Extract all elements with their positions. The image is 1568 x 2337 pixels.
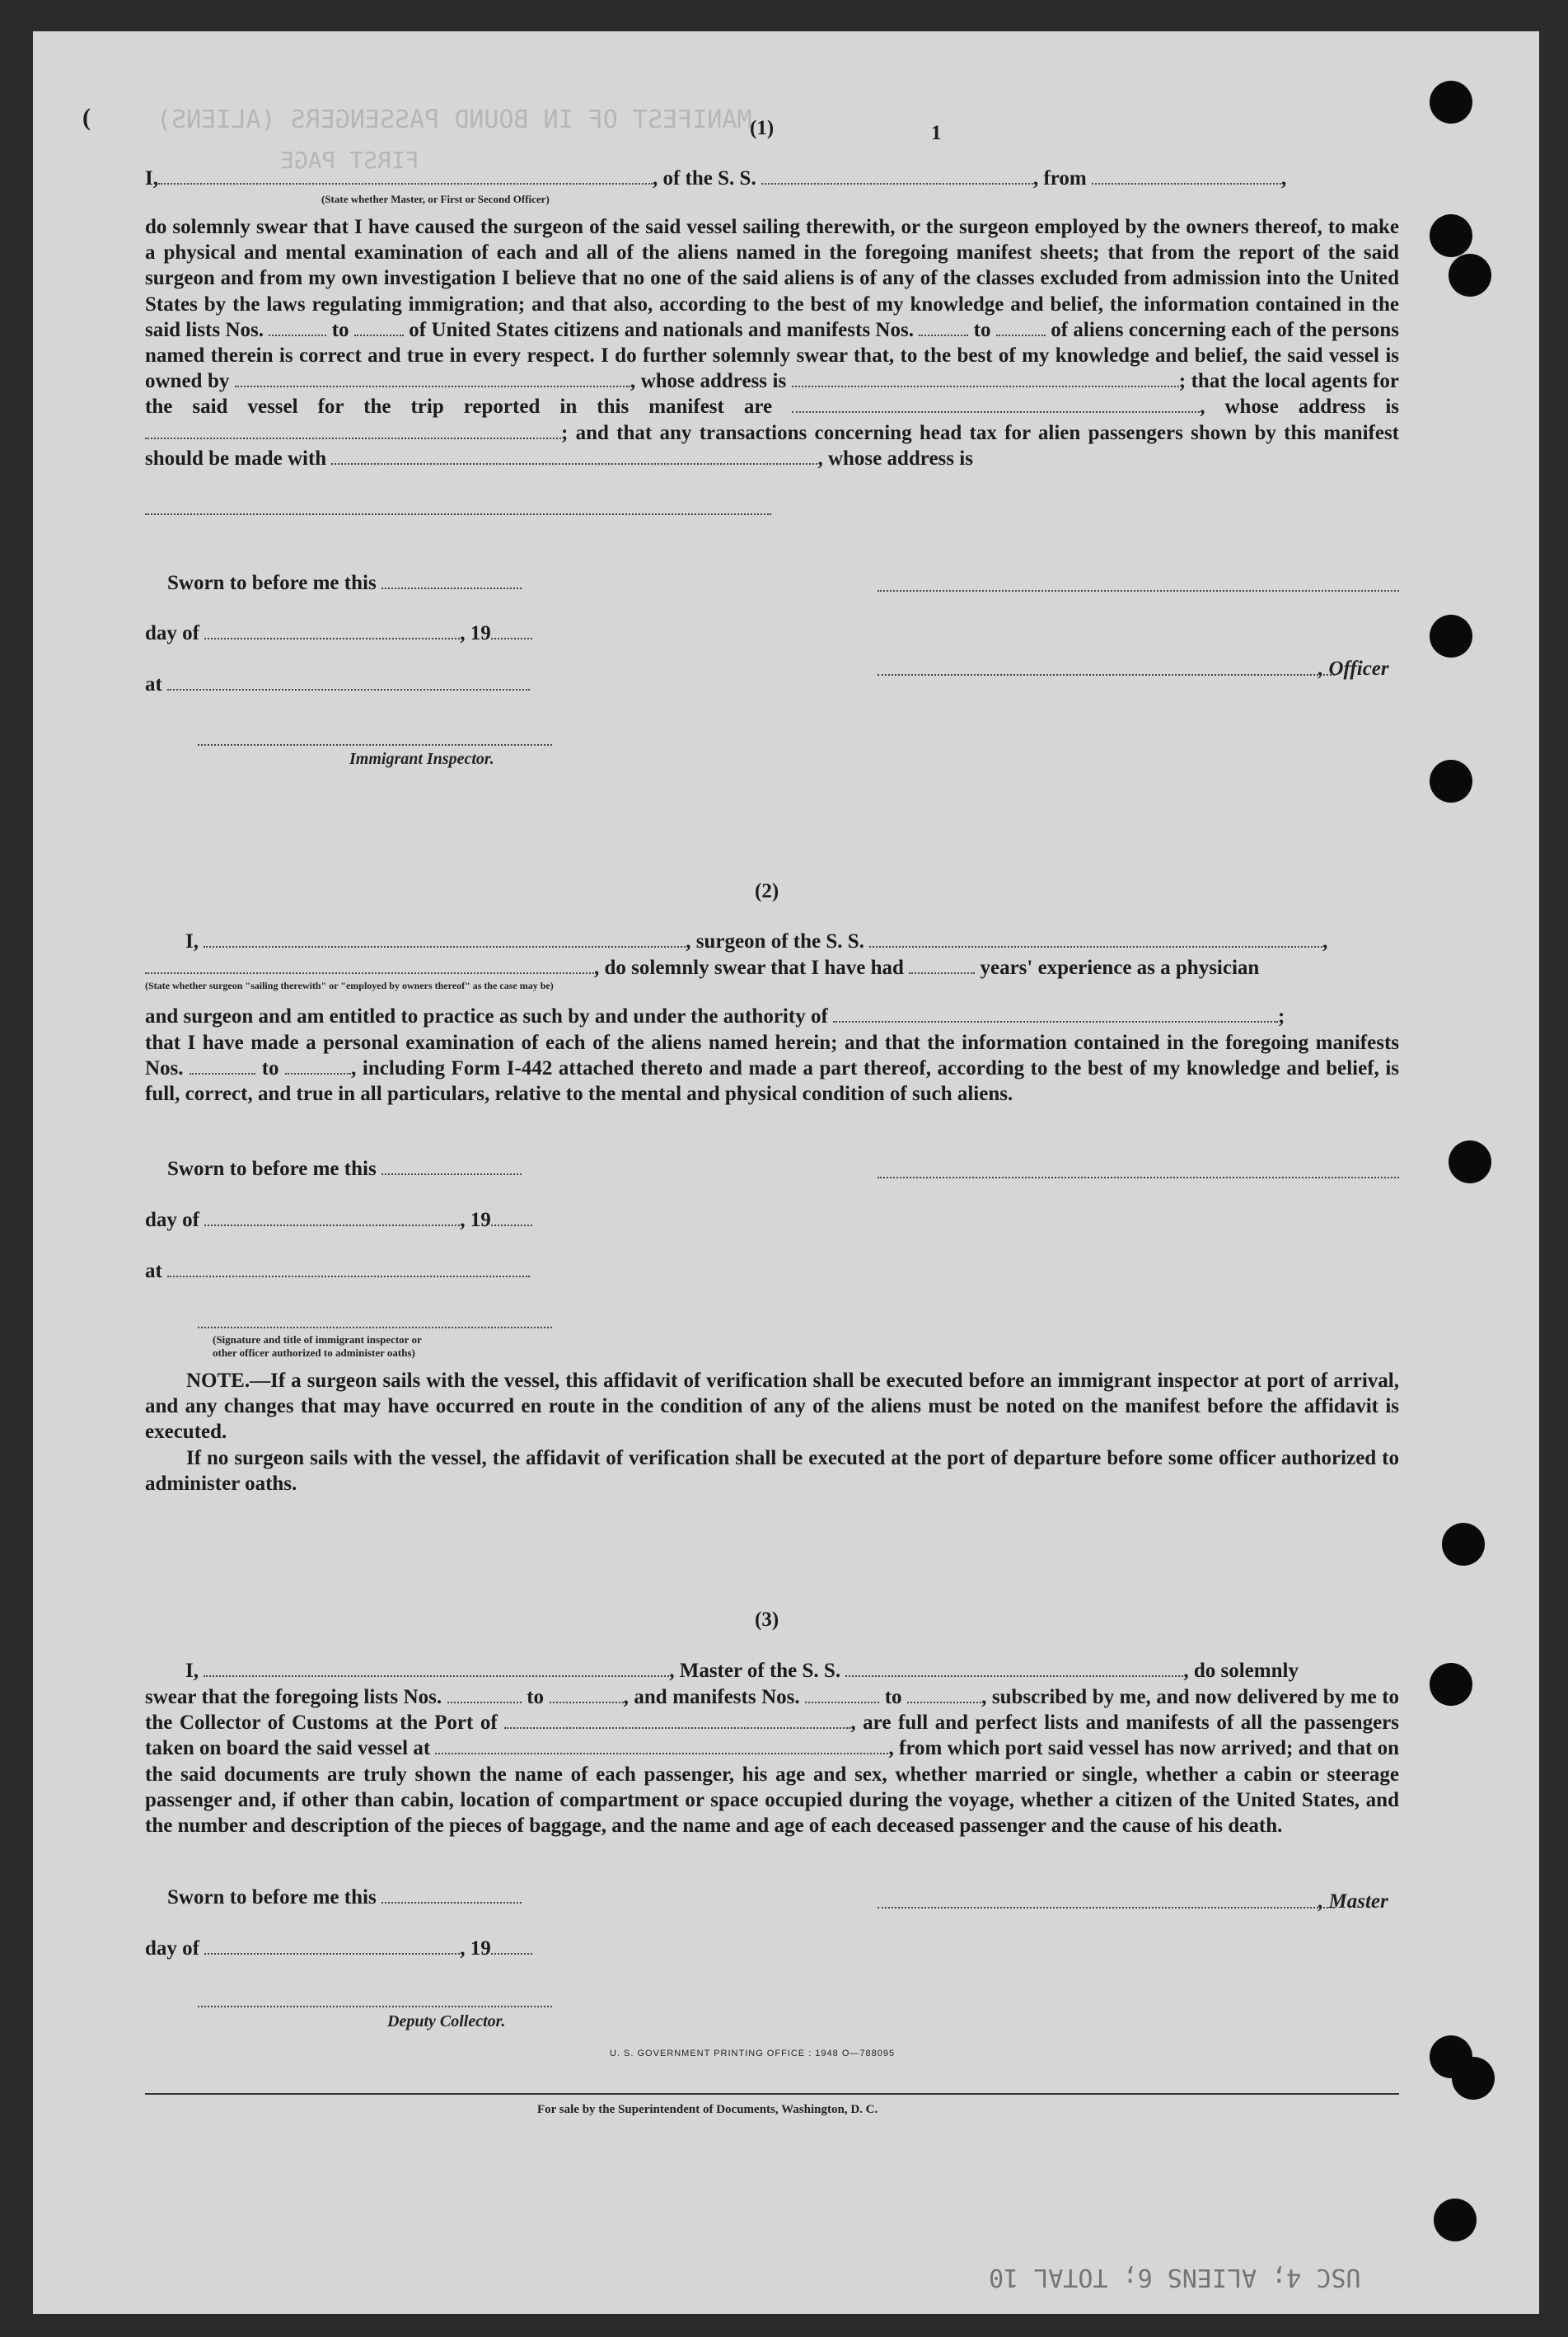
sworn-label: Sworn to before me this bbox=[167, 572, 377, 594]
surgeon-name-field[interactable] bbox=[204, 930, 686, 948]
signature-note-2: other officer authorized to administer oaths) bbox=[213, 1346, 415, 1359]
comma: , bbox=[1200, 396, 1205, 419]
years-field[interactable] bbox=[909, 956, 975, 974]
label-to-2: to bbox=[973, 318, 991, 341]
label-from: , from bbox=[1032, 167, 1087, 190]
label-whose-address-2: whose address is bbox=[1224, 396, 1400, 419]
day-of-3 bbox=[145, 1937, 532, 1960]
manifest-from-field-2[interactable] bbox=[190, 1056, 255, 1075]
officer-label: , Officer bbox=[1318, 658, 1389, 680]
punch-hole bbox=[1430, 81, 1472, 124]
signature-note-1: (Signature and title of immigrant inspector or bbox=[213, 1333, 422, 1346]
sworn-1 bbox=[167, 571, 522, 595]
punch-hole bbox=[1430, 214, 1472, 257]
manifest-to-field-2[interactable] bbox=[285, 1056, 351, 1075]
address-continuation-line[interactable] bbox=[145, 513, 771, 515]
section-2-paragraph bbox=[145, 1030, 1399, 1108]
document-page bbox=[33, 31, 1539, 2314]
label-to-3: to bbox=[261, 1057, 279, 1080]
label-subscribed: , subscribed by me, and now bbox=[981, 1686, 1232, 1708]
sworn-2 bbox=[167, 1157, 522, 1181]
punch-hole bbox=[1452, 2057, 1495, 2100]
label-to: to bbox=[331, 318, 349, 341]
year-label-2: , 19 bbox=[460, 1209, 491, 1231]
label-manifests-of: manifests of all the passengers taken on board the said vessel at bbox=[145, 1712, 1400, 1760]
at-1 bbox=[145, 672, 530, 696]
at-2 bbox=[145, 1259, 530, 1283]
bleed-through-stamp: USC 4; ALIENS 6; TOTAL 10 bbox=[989, 2263, 1361, 2292]
section-1-text-b2: of aliens concerning each of the persons named therein is correct and true in every respect. I do further solemnly swear that, to the best of my knowledge and belief, bbox=[145, 318, 1400, 368]
day-of-label-2: day of bbox=[145, 1209, 199, 1231]
bleed-through-subheader: FIRST PAGE bbox=[280, 147, 419, 174]
label-to-5: to bbox=[884, 1686, 902, 1708]
label-do-solemnly: , do solemnly bbox=[1183, 1660, 1299, 1682]
note-text-2: If no surgeon sails with the vessel, the affidavit of verification shall be executed at the port of departure before some officer authorized to administer oaths. bbox=[145, 1447, 1399, 1496]
sworn-label-3: Sworn to before me this bbox=[167, 1886, 377, 1908]
lists-to-field-3[interactable] bbox=[550, 1685, 624, 1703]
embark-port-field[interactable] bbox=[435, 1736, 888, 1754]
officer-signature-line-2[interactable] bbox=[878, 674, 1335, 676]
section-3-paragraph bbox=[145, 1684, 1399, 1838]
at-place-field[interactable] bbox=[167, 672, 530, 691]
owner-address-field[interactable] bbox=[792, 369, 1179, 387]
day-of-2 bbox=[145, 1208, 532, 1232]
year-field[interactable] bbox=[491, 621, 532, 639]
corner-mark: ( bbox=[82, 104, 91, 131]
sworn-label-2: Sworn to before me this bbox=[167, 1158, 377, 1180]
note-paragraph-2 bbox=[145, 1445, 1399, 1496]
label-years: years' experience as a physician bbox=[980, 957, 1260, 979]
section-2-number: (2) bbox=[755, 880, 779, 902]
deputy-caption: Deputy Collector. bbox=[387, 2012, 506, 2030]
section-3-number: (3) bbox=[755, 1609, 779, 1631]
year-label: , 19 bbox=[460, 622, 491, 644]
at-place-field-2[interactable] bbox=[167, 1259, 530, 1277]
day-of-label-3: day of bbox=[145, 1937, 199, 1960]
inspector-caption: Immigrant Inspector. bbox=[349, 750, 494, 768]
master-vessel-field[interactable] bbox=[845, 1659, 1183, 1677]
master-name-field[interactable] bbox=[204, 1659, 669, 1677]
day-of-month-field-3[interactable] bbox=[204, 1937, 460, 1955]
section-3-line-1 bbox=[185, 1659, 1299, 1683]
section-2-line-3 bbox=[145, 1005, 1285, 1028]
punch-hole bbox=[1449, 254, 1491, 297]
day-of-month-field-2[interactable] bbox=[204, 1208, 460, 1226]
section-1-paragraph bbox=[145, 214, 1399, 471]
surgeon-note: (State whether surgeon "sailing therewith" or "employed by owners thereof" as the case may be) bbox=[145, 980, 554, 991]
semicolon: ; bbox=[1178, 370, 1187, 393]
lists-to-field[interactable] bbox=[354, 318, 404, 336]
label-of-ss: , of the S. S. bbox=[652, 167, 756, 190]
lists-from-field-3[interactable] bbox=[447, 1685, 522, 1703]
manifests-from-field[interactable] bbox=[919, 318, 968, 336]
section-2-line-2 bbox=[145, 956, 1259, 980]
officer-name-field[interactable] bbox=[158, 166, 653, 185]
section-1-number: (1) bbox=[750, 117, 775, 139]
section-1-text-a: do solemnly swear that I have caused the surgeon of the said vessel sailing therewith, or the surgeon employed by the owners thereof, to make a physical and mental examination of each and all of the aliens named in the foregoing manifest sheets; that from the report of the said surgeon and from my own investigation I believe that no one of the said aliens is of any of the classes excluded from admission into the United States by the laws regulating immigration; and that also, according to the best of my knowledge and belief, the information contained in the said lists Nos. bbox=[145, 216, 1399, 341]
label-delivered: delivered by me to the Collector of Customs at the Port of bbox=[145, 1686, 1400, 1735]
label-i-2: I, bbox=[185, 930, 199, 953]
port-field[interactable] bbox=[504, 1711, 850, 1729]
sworn-day-field-2[interactable] bbox=[381, 1157, 522, 1175]
local-agents-field[interactable] bbox=[792, 395, 1200, 413]
section-1-text-b1: of United States citizens and nationals and manifests Nos. bbox=[409, 318, 914, 341]
master-signature-line[interactable] bbox=[878, 1907, 1335, 1908]
head-tax-agent-field[interactable] bbox=[331, 447, 817, 465]
lists-from-field[interactable] bbox=[269, 318, 326, 336]
punch-hole bbox=[1430, 760, 1472, 803]
sworn-day-field-3[interactable] bbox=[381, 1885, 522, 1904]
label-practice: and surgeon and am entitled to practice as such by and under the authority of bbox=[145, 1005, 828, 1028]
for-sale-line: For sale by the Superintendent of Documents, Washington, D. C. bbox=[537, 2103, 878, 2116]
note-text-1: —If a surgeon sails with the vessel, this affidavit of verification shall be executed before an immigrant inspector at port of arrival, and any changes that may have occurred en route in the condition of any of the aliens must be noted on the manifest before the affidavit is executed. bbox=[145, 1370, 1399, 1444]
day-of-label: day of bbox=[145, 622, 199, 644]
note-label: NOTE. bbox=[186, 1370, 250, 1392]
at-label: at bbox=[145, 673, 162, 695]
label-i-3: I, bbox=[185, 1660, 199, 1682]
punch-hole bbox=[1430, 1663, 1472, 1706]
section-3-swear: swear that the foregoing lists Nos. bbox=[145, 1686, 442, 1708]
footer-rule bbox=[145, 2093, 1399, 2095]
punch-hole bbox=[1449, 1140, 1491, 1183]
surgeon-status-field[interactable] bbox=[145, 956, 594, 974]
surgeon-vessel-field[interactable] bbox=[869, 930, 1322, 948]
comma-2: , bbox=[1322, 930, 1328, 953]
owner-field[interactable] bbox=[235, 369, 630, 387]
surgeon-signature-line[interactable] bbox=[878, 1177, 1399, 1178]
year-field-3[interactable] bbox=[491, 1937, 532, 1955]
section-2-line-1 bbox=[185, 930, 1327, 953]
section-2-text: that I have made a personal examination of each of the aliens named herein; and that the information contained in the foregoing manifests Nos. bbox=[145, 1032, 1399, 1080]
from-port-field[interactable] bbox=[1092, 166, 1281, 185]
sworn-day-field[interactable] bbox=[381, 571, 522, 589]
witness-signature-line[interactable] bbox=[198, 1327, 552, 1328]
top-right-mark: 1 bbox=[931, 122, 942, 144]
passengers-text: passengers shown by this manifest should be made with bbox=[145, 421, 1400, 470]
label-full-perfect: , are full and perfect lists and bbox=[850, 1712, 1119, 1735]
agent-address-field[interactable] bbox=[145, 421, 561, 439]
punch-hole bbox=[1434, 2199, 1477, 2241]
bleed-through-header: MANIFEST OF IN BOUND PASSENGERS (ALIENS) bbox=[157, 105, 752, 134]
manifests-to-field[interactable] bbox=[996, 318, 1046, 336]
officer-note: (State whether Master, or First or Second Officer) bbox=[321, 193, 550, 205]
at-label-2: at bbox=[145, 1260, 162, 1282]
day-of-1 bbox=[145, 621, 532, 645]
section-3-text: port said vessel has now arrived; and that on the said documents are truly shown the name of each passenger, his age and sex, whether married or single, whether a cabin or steerage passenger and, if other than cabin, location of compartment or space occupied during the voyage, whether a citizen of the United States, and the number and description of the pieces of baggage, and the name and age of each deceased passenger and the cause of his death. bbox=[145, 1737, 1399, 1838]
year-field-2[interactable] bbox=[491, 1208, 532, 1226]
authority-field[interactable] bbox=[833, 1005, 1278, 1023]
note-paragraph-1 bbox=[145, 1368, 1399, 1445]
label-i: I, bbox=[145, 167, 158, 190]
officer-signature-line-1[interactable] bbox=[878, 590, 1399, 592]
semicolon-2: ; bbox=[1278, 1005, 1285, 1028]
section-1-line-1 bbox=[145, 166, 1286, 190]
master-label: , Master bbox=[1318, 1890, 1388, 1913]
printing-office-line: U. S. GOVERNMENT PRINTING OFFICE : 1948 O—788095 bbox=[610, 2049, 896, 2058]
label-master-of: , Master of the S. S. bbox=[669, 1660, 841, 1682]
head-tax-text: ; and that any transactions concerning head tax for alien bbox=[561, 421, 1081, 444]
label-to-4: to bbox=[527, 1686, 545, 1708]
year-label-3: , 19 bbox=[460, 1937, 491, 1960]
day-of-month-field[interactable] bbox=[204, 621, 460, 639]
label-and-manifests: , and manifests Nos. bbox=[623, 1686, 800, 1708]
label-whose-address-1: , whose address is bbox=[630, 370, 787, 393]
sworn-3 bbox=[167, 1885, 522, 1909]
label-from-which: , from which bbox=[888, 1737, 1000, 1760]
label-whose-address-3: , whose address is bbox=[817, 447, 973, 470]
punch-hole bbox=[1430, 615, 1472, 658]
label-surgeon-of: , surgeon of the S. S. bbox=[686, 930, 864, 953]
label-owned-by: the said vessel is owned by bbox=[145, 344, 1400, 393]
manifests-to-field-3[interactable] bbox=[907, 1685, 981, 1703]
manifests-from-field-3[interactable] bbox=[805, 1685, 879, 1703]
line-end-comma: , bbox=[1281, 167, 1287, 190]
punch-hole bbox=[1442, 1523, 1485, 1566]
inspector-signature-line[interactable] bbox=[198, 744, 552, 746]
label-do-swear: , do solemnly swear that I have had bbox=[594, 957, 904, 979]
label-local-agents: that the local agents for the said vessel for the trip reported in this manifest are bbox=[145, 370, 1400, 419]
vessel-name-field[interactable] bbox=[761, 166, 1033, 185]
deputy-signature-line[interactable] bbox=[198, 2006, 552, 2007]
section-2-text-2: , including Form I-442 attached thereto and made a part thereof, according to the best of my knowledge and belief, is full, correct, and true in all particulars, relative to the mental and physical condition of such aliens. bbox=[145, 1057, 1400, 1106]
